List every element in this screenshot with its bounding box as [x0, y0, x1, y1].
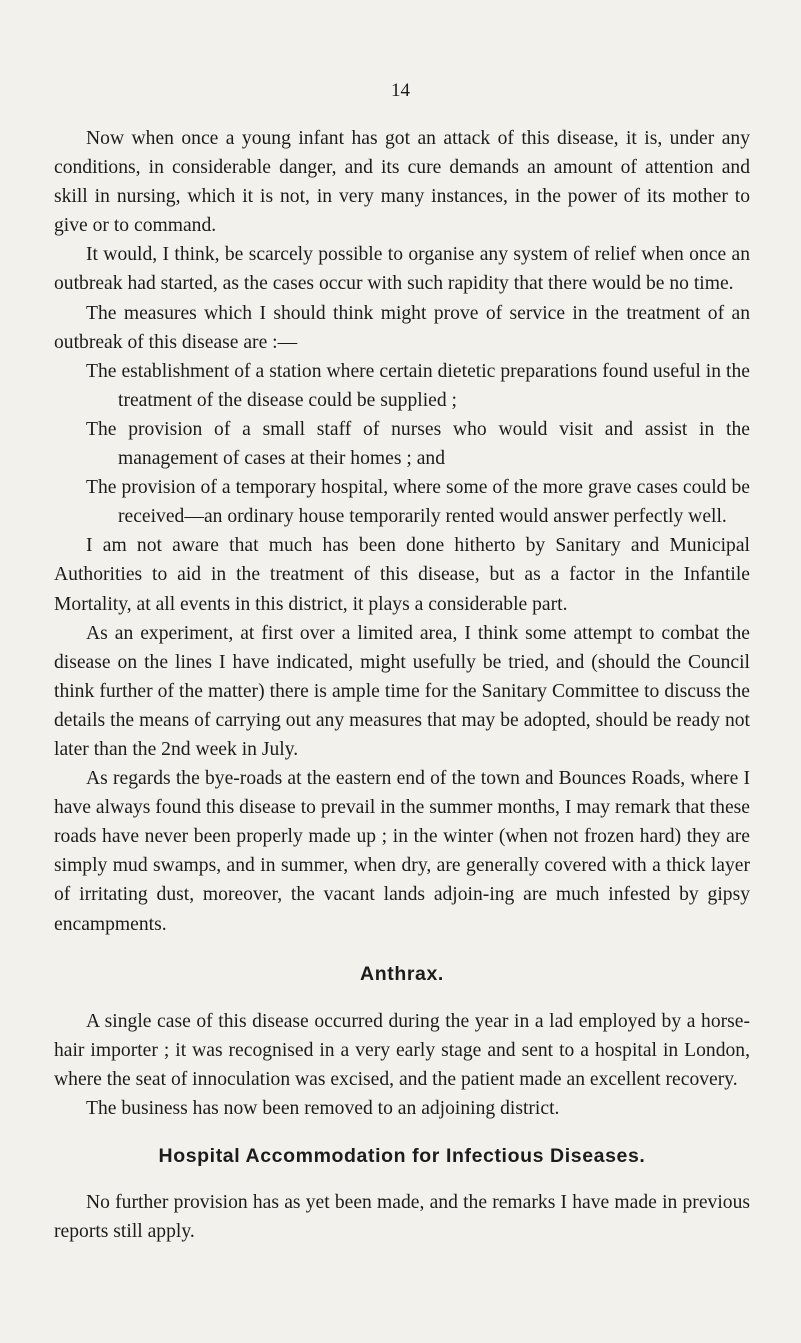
section-heading-anthrax: Anthrax.	[360, 962, 444, 985]
measure-item: The provision of a temporary hospital, where some of the more grave cases could be received—an ordinary house temporarily rented would answer perfectly well.	[86, 477, 750, 528]
paragraph: As regards the bye-roads at the eastern end of the town and Bounces Roads, where I have always found this disease to prevail in the summer months, I may remark that these roads have never been properly made up ; in the winter (when not frozen hard) they are simply mud swamps, and in summer, when dry, are generally covered with a thick layer of irritating dust, moreover, the vacant lands adjoin-ing are much infested by gipsy encampments.	[54, 768, 750, 935]
page-number: 14	[391, 80, 410, 101]
paragraph: It would, I think, be scarcely possible to organise any system of relief when once an outbreak had started, as the cases occur with such rapidity that there would be no time.	[54, 244, 750, 295]
measure-item: The provision of a small staff of nurses who would visit and assist in the management of cases at their homes ; and	[86, 418, 750, 470]
paragraph: No further provision has as yet been made, and the remarks I have made in previous reports still apply.	[54, 1192, 750, 1243]
paragraph: I am not aware that much has been done hitherto by Sanitary and Municipal Authorities to aid in the treatment of this disease, but as a factor in the Infantile Mortality, at all events in this district, it plays a considerable part.	[54, 535, 750, 615]
paragraph: The measures which I should think might prove of service in the treatment of an outbreak of this disease are :—	[54, 302, 750, 353]
paragraph: The business has now been removed to an adjoining district.	[86, 1098, 560, 1119]
section-heading-hospital: Hospital Accommodation for Infectious Diseases.	[158, 1145, 646, 1168]
measure-item: The establishment of a station where certain dietetic preparations found useful in the treatment of the disease could be supplied ;	[86, 360, 750, 411]
paragraph: Now when once a young infant has got an attack of this disease, it is, under any conditions, in considerable danger, and its cure demands an amount of attention and skill in nursing, which it is not, in very many instances, in the power of its mother to give or to command.	[54, 128, 750, 237]
paragraph: A single case of this disease occurred during the year in a lad employed by a horse-hair importer ; it was recognised in a very early stage and sent to a hospital in London, where the seat of innoculation was excised, and the patient made an excellent recovery.	[54, 1010, 750, 1090]
paragraph: As an experiment, at first over a limited area, I think some attempt to combat the disease on the lines I have indicated, might usefully be tried, and (should the Council think further of the matter) there is ample time for the Sanitary Committee to discuss the details the means of carrying out any measures that may be adopted, should be ready not later than the 2nd week in July.	[54, 622, 750, 760]
page-body	[54, 124, 750, 1246]
